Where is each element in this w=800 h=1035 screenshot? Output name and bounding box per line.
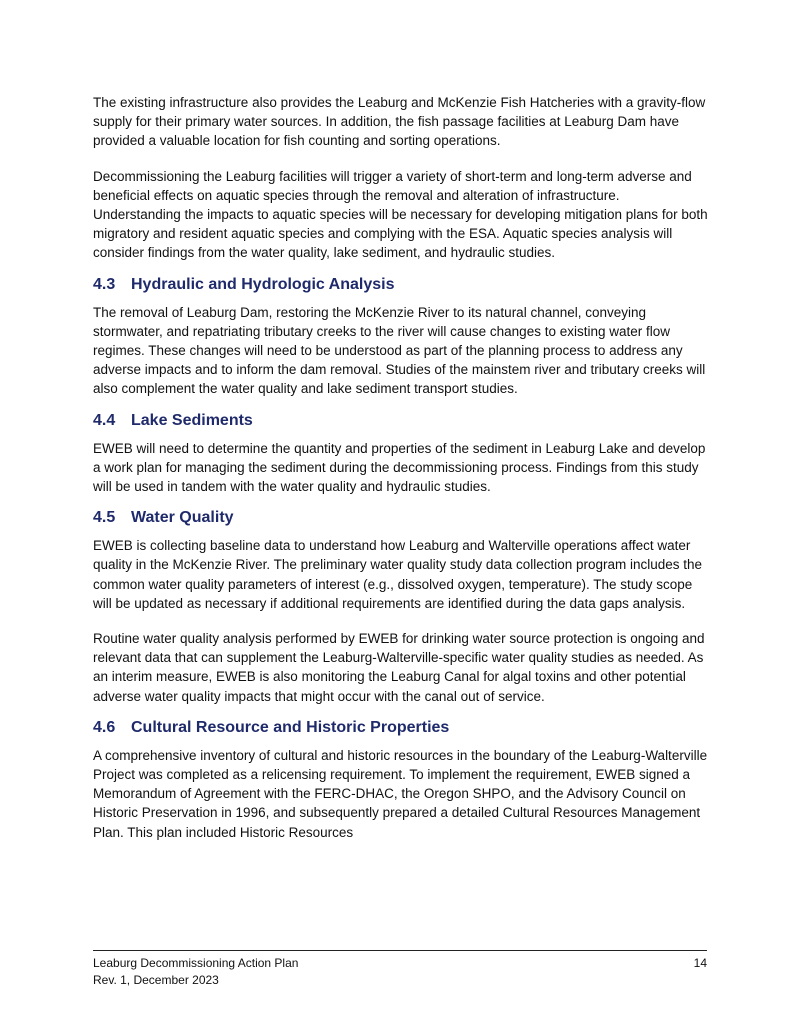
section-4-5-paragraph-2: Routine water quality analysis performed by EWEB for drinking water source protection is ongoing and relevant data that can supplement the Leaburg-Walterville-specific water quality studies as needed. As an interim measure, EWEB is also monitoring the Leaburg Canal for algal toxins and other potential adverse water quality impacts that might occur with the canal out of service.	[93, 631, 705, 704]
section-4-4-paragraph: EWEB will need to determine the quantity and properties of the sediment in Leaburg Lake and develop a work plan for managing the sediment during the decommissioning process. Findings from this study will be used in tandem with the water quality and hydraulic studies.	[93, 440, 706, 495]
footer-page-number: 14	[693, 956, 707, 970]
section-heading-4-4	[93, 411, 711, 431]
footer-revision: Rev. 1, December 2023	[93, 973, 219, 987]
section-4-6-paragraph: A comprehensive inventory of cultural and historic resources in the boundary of the Leaburg-Walterville Project was completed as a relicensing requirement. To implement the requirement, EWEB signed a Memorandum of Agreement with the FERC-DHAC, the Oregon SHPO, and the Advisory Council on Historic Preservation in 1996, and subsequently prepared a detailed Cultural Resources Management Plan. This plan included Historic Resources	[93, 747, 708, 840]
section-heading-4-3	[93, 275, 711, 295]
section-number: 4.4	[93, 411, 116, 429]
section-number: 4.6	[93, 718, 116, 736]
section-4-5-paragraph-1: EWEB is collecting baseline data to understand how Leaburg and Walterville operations affect water quality in the McKenzie River. The preliminary water quality study data collection program includes the common water quality parameters of interest (e.g., dissolved oxygen, temperature). The study scope will be updated as necessary if additional requirements are identified during the data gaps analysis.	[93, 538, 703, 611]
intro-paragraph-1: The existing infrastructure also provides the Leaburg and McKenzie Fish Hatcheries with a gravity-flow supply for their primary water sources. In addition, the fish passage facilities at Leaburg Dam have provided a valuable location for fish counting and sorting operations.	[93, 95, 706, 149]
section-heading-4-6	[93, 718, 711, 738]
section-title: Water Quality	[131, 509, 234, 527]
section-4-3-paragraph: The removal of Leaburg Dam, restoring the McKenzie River to its natural channel, conveying stormwater, and repatriating tributary creeks to the river will cause changes to existing water flow regimes. These changes will need to be understood as part of the planning process to address any adverse impacts and to inform the dam removal. Studies of the mainstem river and tributary creeks will also complement the water quality and lake sediment transport studies.	[93, 304, 706, 397]
page-footer	[93, 950, 707, 989]
section-heading-4-5	[93, 508, 711, 528]
intro-paragraph-2: Decommissioning the Leaburg facilities will trigger a variety of short-term and long-term adverse and beneficial effects on aquatic species through the removal and alteration of infrastructure. Understanding the impacts to aquatic species will be necessary for developing mitigation plans for both migratory and resident aquatic species and complying with the ESA. Aquatic species analysis will consider findings from the water quality, lake sediment, and hydraulic studies.	[93, 168, 708, 261]
section-number: 4.5	[93, 509, 116, 527]
document-page	[93, 93, 711, 842]
section-title: Hydraulic and Hydrologic Analysis	[131, 275, 395, 293]
section-title: Cultural Resource and Historic Properties	[131, 718, 450, 736]
section-title: Lake Sediments	[131, 411, 253, 429]
section-number: 4.3	[93, 275, 116, 293]
footer-document-title: Leaburg Decommissioning Action Plan	[93, 956, 299, 970]
